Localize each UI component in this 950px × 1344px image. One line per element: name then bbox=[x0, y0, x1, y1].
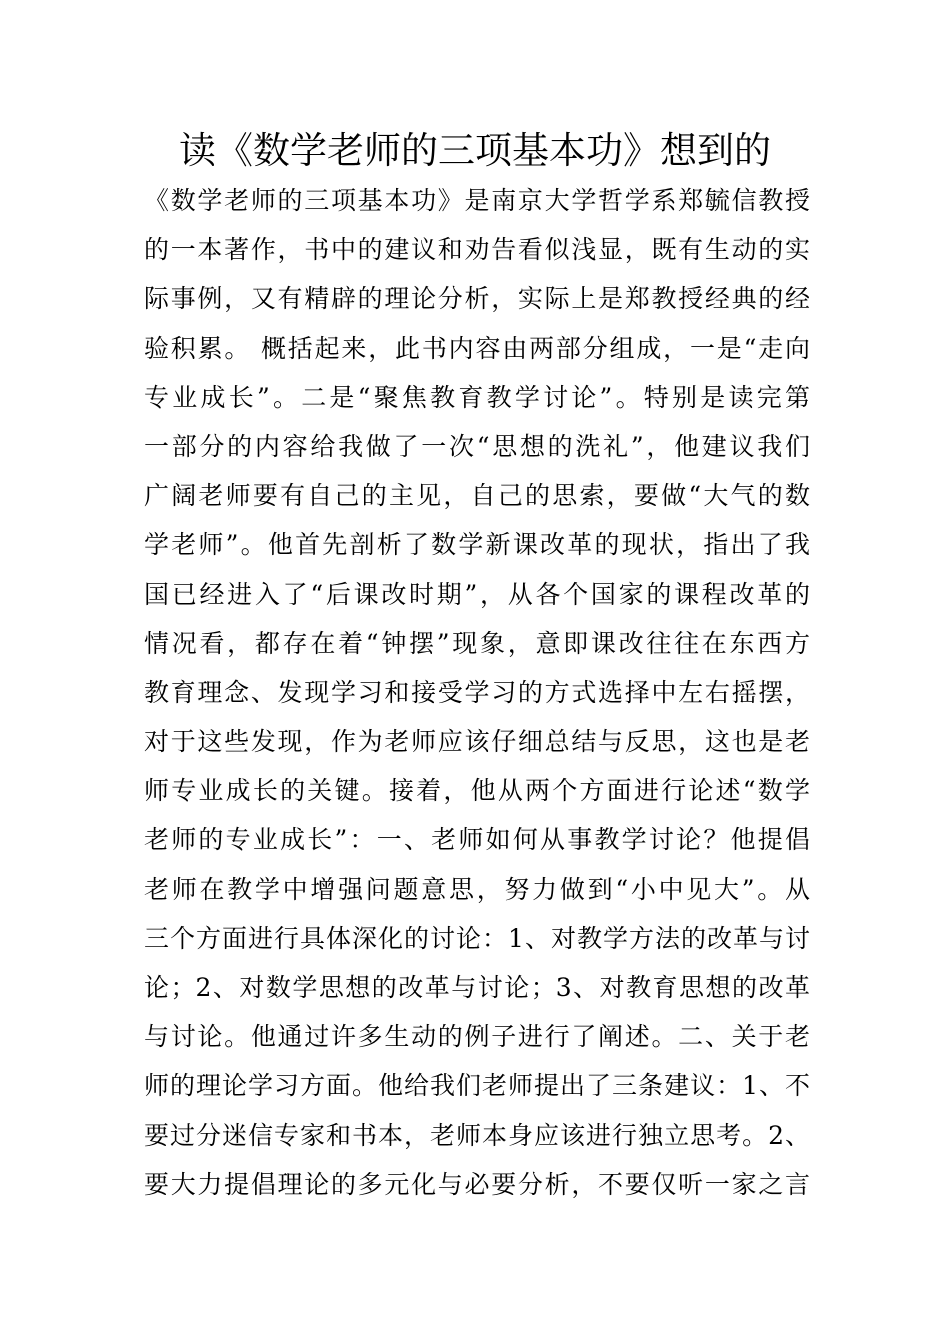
body-line: 学老师”。他首先剖析了数学新课改革的现状，指出了我 bbox=[144, 530, 810, 560]
body-line: 专业成长”。二是“聚焦教育教学讨论”。特别是读完第 bbox=[144, 382, 810, 412]
body-line: 师的理论学习方面。他给我们老师提出了三条建议：1、不 bbox=[144, 1071, 810, 1101]
document-title: 读《数学老师的三项基本功》想到的 bbox=[179, 129, 771, 172]
body-line: 国已经进入了“后课改时期”，从各个国家的课程改革的 bbox=[144, 579, 810, 609]
body-line: 老师在教学中增强问题意思，努力做到“小中见大”。从 bbox=[144, 874, 810, 904]
body-line: 要大力提倡理论的多元化与必要分析，不要仅听一家之言 bbox=[144, 1169, 810, 1199]
body-line: 《数学老师的三项基本功》是南京大学哲学系郑毓信教授 bbox=[144, 186, 810, 215]
body-line: 广阔老师要有自己的主见，自己的思索，要做“大气的数 bbox=[144, 481, 810, 511]
body-line: 师专业成长的关键。接着，他从两个方面进行论述“数学 bbox=[144, 776, 810, 806]
body-line: 要过分迷信专家和书本，老师本身应该进行独立思考。2、 bbox=[144, 1120, 810, 1150]
body-line: 教育理念、发现学习和接受学习的方式选择中左右摇摆， bbox=[144, 677, 810, 707]
body-line: 情况看，都存在着“钟摆”现象，意即课改往往在东西方 bbox=[144, 628, 810, 658]
body-line: 三个方面进行具体深化的讨论：1、对教学方法的改革与讨 bbox=[144, 923, 810, 953]
body-line: 与讨论。他通过许多生动的例子进行了阐述。二、关于老 bbox=[144, 1022, 810, 1052]
body-line: 论；2、对数学思想的改革与讨论；3、对教育思想的改革 bbox=[144, 973, 810, 1002]
body-line: 际事例，又有精辟的理论分析，实际上是郑教授经典的经 bbox=[144, 284, 810, 314]
body-line: 老师的专业成长”：一、老师如何从事教学讨论？他提倡 bbox=[144, 825, 810, 855]
body-line: 验积累。 概括起来，此书内容由两部分组成，一是“走向 bbox=[144, 333, 810, 363]
body-line: 的一本著作，书中的建议和劝告看似浅显，既有生动的实 bbox=[144, 235, 810, 265]
body-line: 对于这些发现，作为老师应该仔细总结与反思，这也是老 bbox=[144, 727, 810, 757]
body-line: 一部分的内容给我做了一次“思想的洗礼”，他建议我们 bbox=[144, 431, 810, 461]
document-body bbox=[144, 176, 810, 1209]
